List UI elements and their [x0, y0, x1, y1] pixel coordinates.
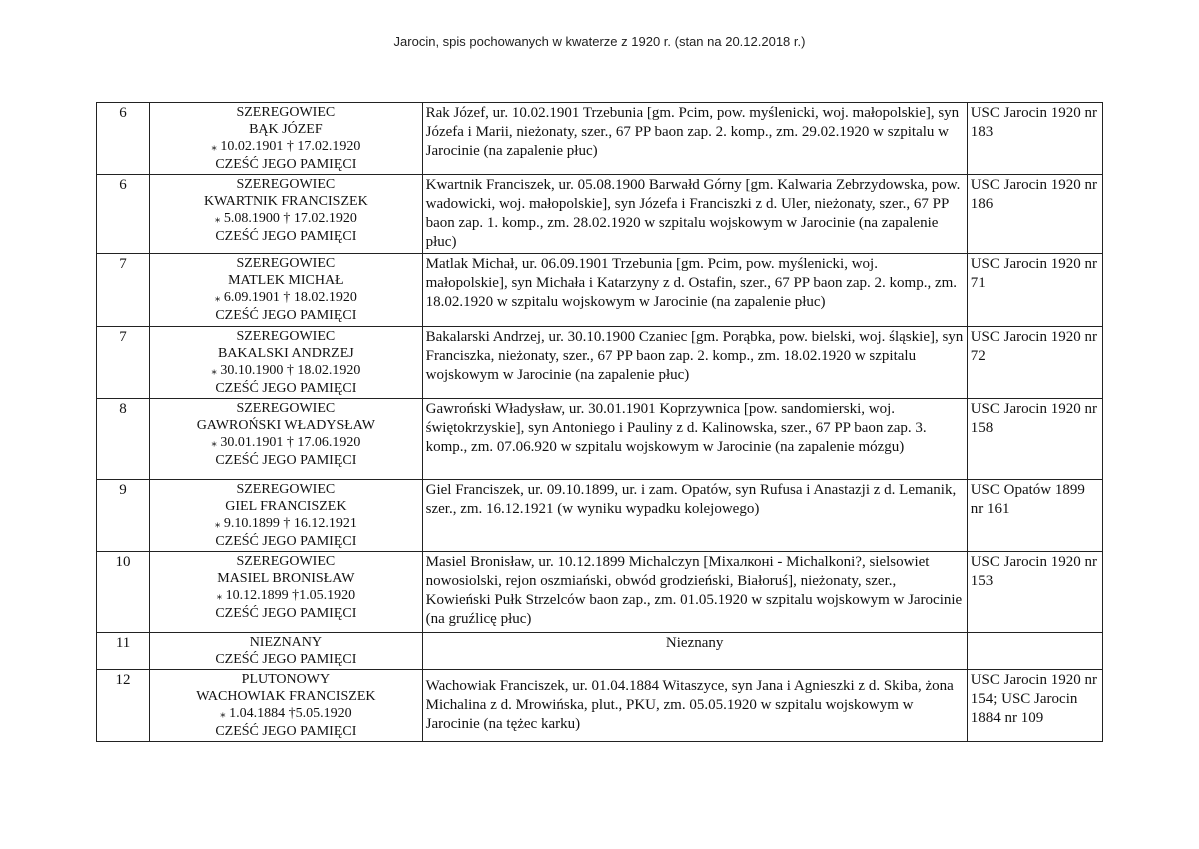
- grave-inscription: [150, 103, 423, 175]
- source-reference: USC Jarocin 1920 nr 72: [967, 327, 1102, 399]
- source-reference: USC Jarocin 1920 nr 186: [967, 175, 1102, 254]
- grave-number: 6: [97, 103, 150, 175]
- table-row: [97, 175, 1103, 254]
- source-reference: USC Opatów 1899 nr 161: [967, 480, 1102, 552]
- life-dates: ⁎ 5.08.1900 † 17.02.1920: [214, 211, 357, 226]
- biographical-note: Bakalarski Andrzej, ur. 30.10.1900 Czaniec [gm. Porąbka, pow. bielski, woj. śląskie], syn Franciszka, nieżonaty, szer., 67 PP baon zap. 2. komp., zm. 18.02.1920 w szpitalu wojskowym w Jarocinie (na zapalenie płuc): [422, 327, 967, 399]
- birth-mark: ⁎: [214, 213, 221, 225]
- life-dates: ⁎ 1.04.1884 †5.05.1920: [220, 706, 352, 721]
- birth-mark: ⁎: [211, 437, 217, 449]
- soldier-name: GAWROŃSKI WŁADYSŁAW: [196, 418, 376, 433]
- life-dates: ⁎ 30.10.1900 † 18.02.1920: [211, 363, 361, 378]
- rank: SZEREGOWIEC: [236, 105, 336, 120]
- rank: SZEREGOWIEC: [236, 329, 336, 344]
- rank: SZEREGOWIEC: [236, 256, 336, 271]
- rank: SZEREGOWIEC: [236, 482, 336, 497]
- biographical-note: Wachowiak Franciszek, ur. 01.04.1884 Witaszyce, syn Jana i Agnieszki z d. Skiba, żona Michalina z d. Mrowińska, plut., PKU, zm. 05.05.1920 w szpitalu wojskowym w Jarocinie (na tężec karku): [422, 670, 967, 742]
- soldier-name: GIEL FRANCISZEK: [225, 499, 347, 514]
- source-reference: USC Jarocin 1920 nr 183: [967, 103, 1102, 175]
- table-row: [97, 670, 1103, 742]
- soldier-name: BĄK JÓZEF: [249, 122, 323, 137]
- grave-number: 11: [97, 633, 150, 670]
- soldier-name: MASIEL BRONISŁAW: [217, 571, 355, 586]
- grave-number: 10: [97, 552, 150, 633]
- grave-number: 6: [97, 175, 150, 254]
- birth-mark: ⁎: [214, 518, 221, 530]
- birth-mark: ⁎: [214, 292, 221, 304]
- biographical-note: Nieznany: [422, 633, 967, 670]
- table-row: [97, 254, 1103, 327]
- table-row: [97, 552, 1103, 633]
- grave-number: 12: [97, 670, 150, 742]
- biographical-note: Giel Franciszek, ur. 09.10.1899, ur. i zam. Opatów, syn Rufusa i Anastazji z d. Lemanik, szer., zm. 16.12.1921 (w wyniku wypadku kolejowego): [422, 480, 967, 552]
- rank: SZEREGOWIEC: [236, 401, 336, 416]
- biographical-note: Rak Józef, ur. 10.02.1901 Trzebunia [gm. Pcim, pow. myślenicki, woj. małopolskie], syn Józefa i Marii, nieżonaty, szer., 67 PP baon zap. 2. komp., zm. 29.02.1920 w szpitalu w Jarocinie (na zapalenie płuc): [422, 103, 967, 175]
- rank: NIEZNANY: [249, 635, 323, 650]
- grave-inscription: [150, 670, 423, 742]
- table-row: [97, 103, 1103, 175]
- memorial-text: CZEŚĆ JEGO PAMIĘCI: [215, 534, 357, 549]
- grave-inscription: [150, 399, 423, 480]
- memorial-text: CZEŚĆ JEGO PAMIĘCI: [215, 381, 357, 396]
- source-reference: USC Jarocin 1920 nr 154; USC Jarocin 1884 nr 109: [967, 670, 1102, 742]
- grave-inscription: [150, 254, 423, 327]
- table-row: [97, 480, 1103, 552]
- memorial-text: CZEŚĆ JEGO PAMIĘCI: [215, 724, 357, 739]
- grave-inscription: [150, 633, 423, 670]
- soldier-name: BAKALSKI ANDRZEJ: [217, 346, 354, 361]
- biographical-note: Gawroński Władysław, ur. 30.01.1901 Koprzywnica [pow. sandomierski, woj. świętokrzyskie], syn Antoniego i Pauliny z d. Kalinowska, szer., 67 PP baon zap. 3. komp., zm. 07.06.920 w szpitalu wojskowym w Jarocinie (na zapalenie mózgu): [422, 399, 967, 480]
- table-row: [97, 633, 1103, 670]
- soldier-name: WACHOWIAK FRANCISZEK: [196, 689, 376, 704]
- biographical-note: Kwartnik Franciszek, ur. 05.08.1900 Barwałd Górny [gm. Kalwaria Zebrzydowska, pow. wadowicki, woj. małopolskie], syn Józefa i Franciszki z d. Uler, nieżonaty, szer., 67 PP baon zap. 1. komp., zm. 28.02.1920 w szpitalu wojskowym w Jarocinie (na zapalenie płuc): [422, 175, 967, 254]
- rank: PLUTONOWY: [241, 672, 331, 687]
- source-reference: USC Jarocin 1920 nr 71: [967, 254, 1102, 327]
- life-dates: ⁎ 30.01.1901 † 17.06.1920: [211, 435, 361, 450]
- life-dates: ⁎ 9.10.1899 † 16.12.1921: [214, 516, 357, 531]
- rank: SZEREGOWIEC: [236, 554, 336, 569]
- grave-number: 7: [97, 254, 150, 327]
- memorial-text: CZEŚĆ JEGO PAMIĘCI: [215, 157, 357, 172]
- soldier-name: KWARTNIK FRANCISZEK: [204, 194, 368, 209]
- life-dates: ⁎ 6.09.1901 † 18.02.1920: [214, 290, 357, 305]
- grave-number: 8: [97, 399, 150, 480]
- source-reference: USC Jarocin 1920 nr 153: [967, 552, 1102, 633]
- memorial-text: CZEŚĆ JEGO PAMIĘCI: [215, 652, 357, 667]
- life-dates: ⁎ 10.12.1899 †1.05.1920: [216, 588, 356, 603]
- grave-inscription: [150, 480, 423, 552]
- source-reference: USC Jarocin 1920 nr 158: [967, 399, 1102, 480]
- rank: SZEREGOWIEC: [236, 177, 336, 192]
- grave-inscription: [150, 552, 423, 633]
- soldier-name: MATLEK MICHAŁ: [228, 273, 344, 288]
- biographical-note: Masiel Bronisław, ur. 10.12.1899 Michalczyn [Міхалконі - Michalkoni?, sielsowiet nowosiolski, rejon oszmiański, obwód grodzieński, Białoruś], nieżonaty, szer., Kowieński Pułk Strzelców baon zap., zm. 01.05.1920 w szpitalu wojskowym w Jarocinie (na gruźlicę płuc): [422, 552, 967, 633]
- memorial-text: CZEŚĆ JEGO PAMIĘCI: [215, 453, 357, 468]
- birth-mark: ⁎: [220, 708, 226, 720]
- table-row: [97, 399, 1103, 480]
- birth-mark: ⁎: [211, 365, 217, 377]
- grave-number: 7: [97, 327, 150, 399]
- grave-number: 9: [97, 480, 150, 552]
- page-title: Jarocin, spis pochowanych w kwaterze z 1920 r. (stan na 20.12.2018 r.): [393, 34, 806, 49]
- memorial-text: CZEŚĆ JEGO PAMIĘCI: [215, 308, 357, 323]
- grave-inscription: [150, 327, 423, 399]
- source-reference: [967, 633, 1102, 670]
- table-row: [97, 327, 1103, 399]
- memorial-text: CZEŚĆ JEGO PAMIĘCI: [215, 606, 357, 621]
- birth-mark: ⁎: [211, 141, 217, 153]
- biographical-note: Matlak Michał, ur. 06.09.1901 Trzebunia [gm. Pcim, pow. myślenicki, woj. małopolskie], syn Michała i Katarzyny z d. Ostafin, szer., 67 PP baon zap. 2. komp., zm. 18.02.1920 w szpitalu wojskowym w Jarocinie (na zapalenie płuc): [422, 254, 967, 327]
- memorial-text: CZEŚĆ JEGO PAMIĘCI: [215, 229, 357, 244]
- burial-table: [96, 102, 1103, 742]
- life-dates: ⁎ 10.02.1901 † 17.02.1920: [211, 139, 361, 154]
- grave-inscription: [150, 175, 423, 254]
- birth-mark: ⁎: [216, 590, 223, 602]
